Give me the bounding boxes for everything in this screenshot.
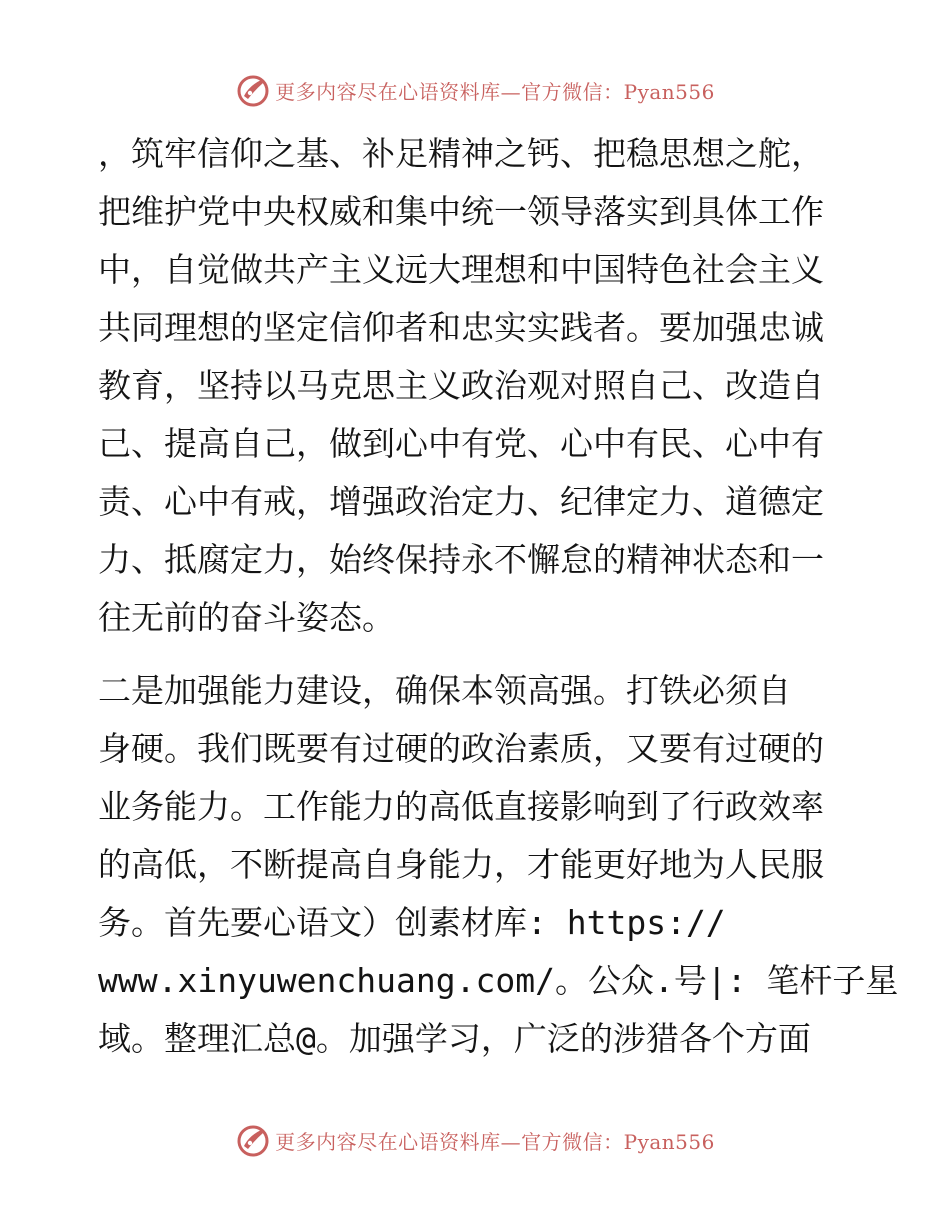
text-line: 往无前的奋斗姿态。 <box>98 598 395 637</box>
text-line: 责、心中有戒，增强政治定力、纪律定力、道德定 <box>98 482 824 521</box>
footer-banner-text: 更多内容尽在心语资料库—官方微信：Pyan556 <box>275 1129 715 1154</box>
text-line: 务。首先要心语文）创素材库: https:// <box>98 903 726 942</box>
text-line: 把维护党中央权威和集中统一领导落实到具体工作 <box>98 192 824 231</box>
header-banner-text: 更多内容尽在心语资料库—官方微信：Pyan556 <box>275 79 715 104</box>
text-line: ，筑牢信仰之基、补足精神之钙、把稳思想之舵， <box>98 134 824 173</box>
body-text <box>98 125 899 1068</box>
text-line: 共同理想的坚定信仰者和忠实实践者。要加强忠诚 <box>98 308 824 347</box>
header-banner <box>0 70 950 110</box>
paragraph-1 <box>98 125 858 647</box>
text-line: 身硬。我们既要有过硬的政治素质，又要有过硬的 <box>98 729 824 768</box>
text-line: www.xinyuwenchuang.com/。公众.号|: 笔杆子星 <box>98 961 899 1000</box>
text-line: 教育，坚持以马克思主义政治观对照自己、改造自 <box>98 366 824 405</box>
text-line: 力、抵腐定力，始终保持永不懈怠的精神状态和一 <box>98 540 824 579</box>
paragraph-2 <box>98 662 899 1068</box>
text-line: 的高低，不断提高自身能力，才能更好地为人民服 <box>98 845 824 884</box>
text-line: 业务能力。工作能力的高低直接影响到了行政效率 <box>98 787 824 826</box>
pen-nib-logo-icon <box>235 1122 271 1158</box>
text-line: 己、提高自己，做到心中有党、心中有民、心中有 <box>98 424 824 463</box>
pen-nib-logo-icon <box>235 72 271 108</box>
text-line: 中，自觉做共产主义远大理想和中国特色社会主义 <box>98 250 824 289</box>
text-line: 二是加强能力建设，确保本领高强。打铁必须自 <box>98 671 791 710</box>
text-line: 域。整理汇总@。加强学习，广泛的涉猎各个方面 <box>98 1019 811 1058</box>
footer-banner <box>0 1120 950 1160</box>
